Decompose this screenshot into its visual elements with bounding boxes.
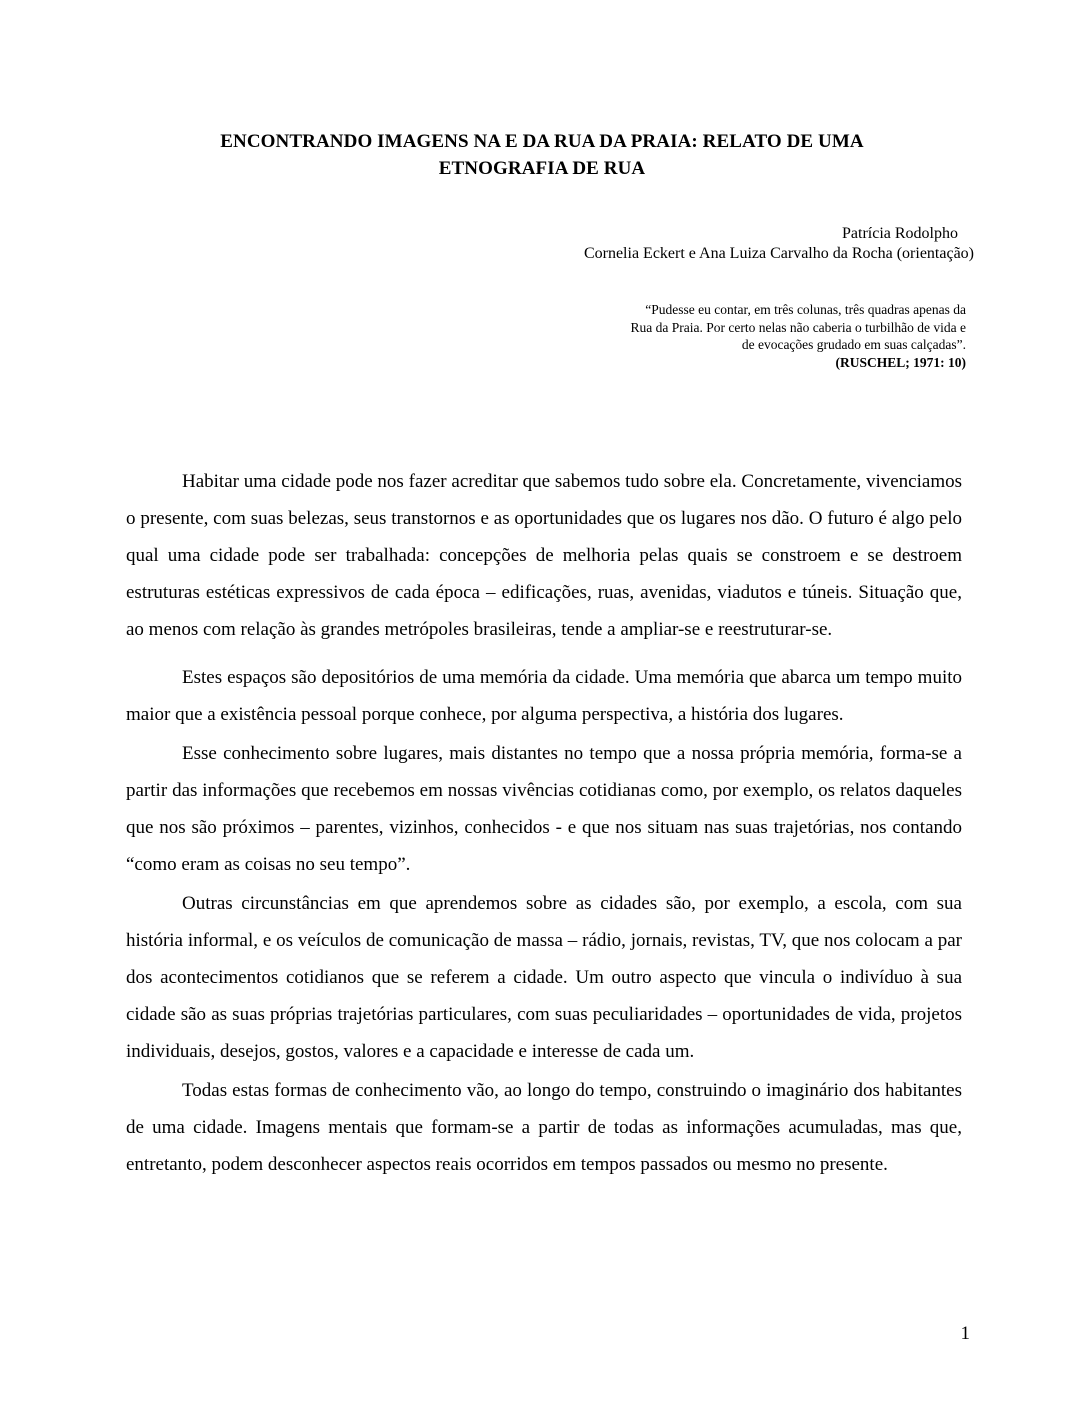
epigraph-line-2: Rua da Praia. Por certo nelas não caberia o turbilhão de vida e: [630, 319, 966, 335]
epigraph-citation: (RUSCHEL; 1971: 10): [835, 354, 966, 370]
paragraph-3: Esse conhecimento sobre lugares, mais distantes no tempo que a nossa própria memória, forma-se a partir das informações que recebemos em nossas vivências cotidianas como, por exemplo, os relatos daqueles que nos são próximos – parentes, vizinhos, conhecidos - e que nos situam nas suas trajetórias, nos contando “como eram as coisas no seu tempo”.: [126, 743, 962, 875]
epigraph-line-3: de evocações grudado em suas calçadas”.: [741, 337, 966, 352]
page-number: 1: [960, 1323, 970, 1344]
title-line-1: ENCONTRANDO IMAGENS NA E DA RUA DA PRAIA: RELATO DE UMA: [220, 131, 864, 152]
author-block: [454, 224, 974, 264]
advisors-line: Cornelia Eckert e Ana Luiza Carvalho da Rocha (orientação): [583, 245, 974, 262]
author-name: Patrícia Rodolpho: [842, 225, 958, 242]
paragraph-5: Todas estas formas de conhecimento vão, ao longo do tempo, construindo o imaginário dos habitantes de uma cidade. Imagens mentais que formam-se a partir de todas as informações acumuladas, mas que, entretanto, podem desconhecer aspectos reais ocorridos em tempos passados ou mesmo no presente.: [126, 1080, 962, 1175]
epigraph: [526, 301, 966, 371]
paragraph-4: Outras circunstâncias em que aprendemos sobre as cidades são, por exemplo, a escola, com sua história informal, e os veículos de comunicação de massa – rádio, jornais, revistas, TV, que nos colocam a par dos acontecimentos cotidianos que se referem a cidade. Um outro aspecto que vincula o indivíduo à sua cidade são as suas próprias trajetórias particulares, com suas peculiaridades – oportunidades de vida, projetos individuais, desejos, gostos, valores e a capacidade e interesse de cada um.: [126, 893, 962, 1062]
paragraph-2: Estes espaços são depositórios de uma memória da cidade. Uma memória que abarca um tempo muito maior que a existência pessoal porque conhece, por alguma perspectiva, a história dos lugares.: [126, 667, 962, 725]
document-title: [140, 128, 944, 182]
epigraph-line-1: “Pudesse eu contar, em três colunas, três quadras apenas da: [645, 302, 966, 317]
title-line-2: ETNOGRAFIA DE RUA: [438, 158, 646, 179]
body-text: [126, 463, 962, 1183]
paragraph-1: Habitar uma cidade pode nos fazer acreditar que sabemos tudo sobre ela. Concretamente, vivenciamos o presente, com suas belezas, seus transtornos e as oportunidades que os lugares nos dão. O futuro é algo pelo qual uma cidade pode ser trabalhada: concepções de melhoria pelas quais se constroem e se destroem estruturas estéticas expressivos de cada época – edificações, ruas, avenidas, viadutos e túneis. Situação que, ao menos com relação às grandes metrópoles brasileiras, tende a ampliar-se e reestruturar-se.: [126, 471, 962, 640]
